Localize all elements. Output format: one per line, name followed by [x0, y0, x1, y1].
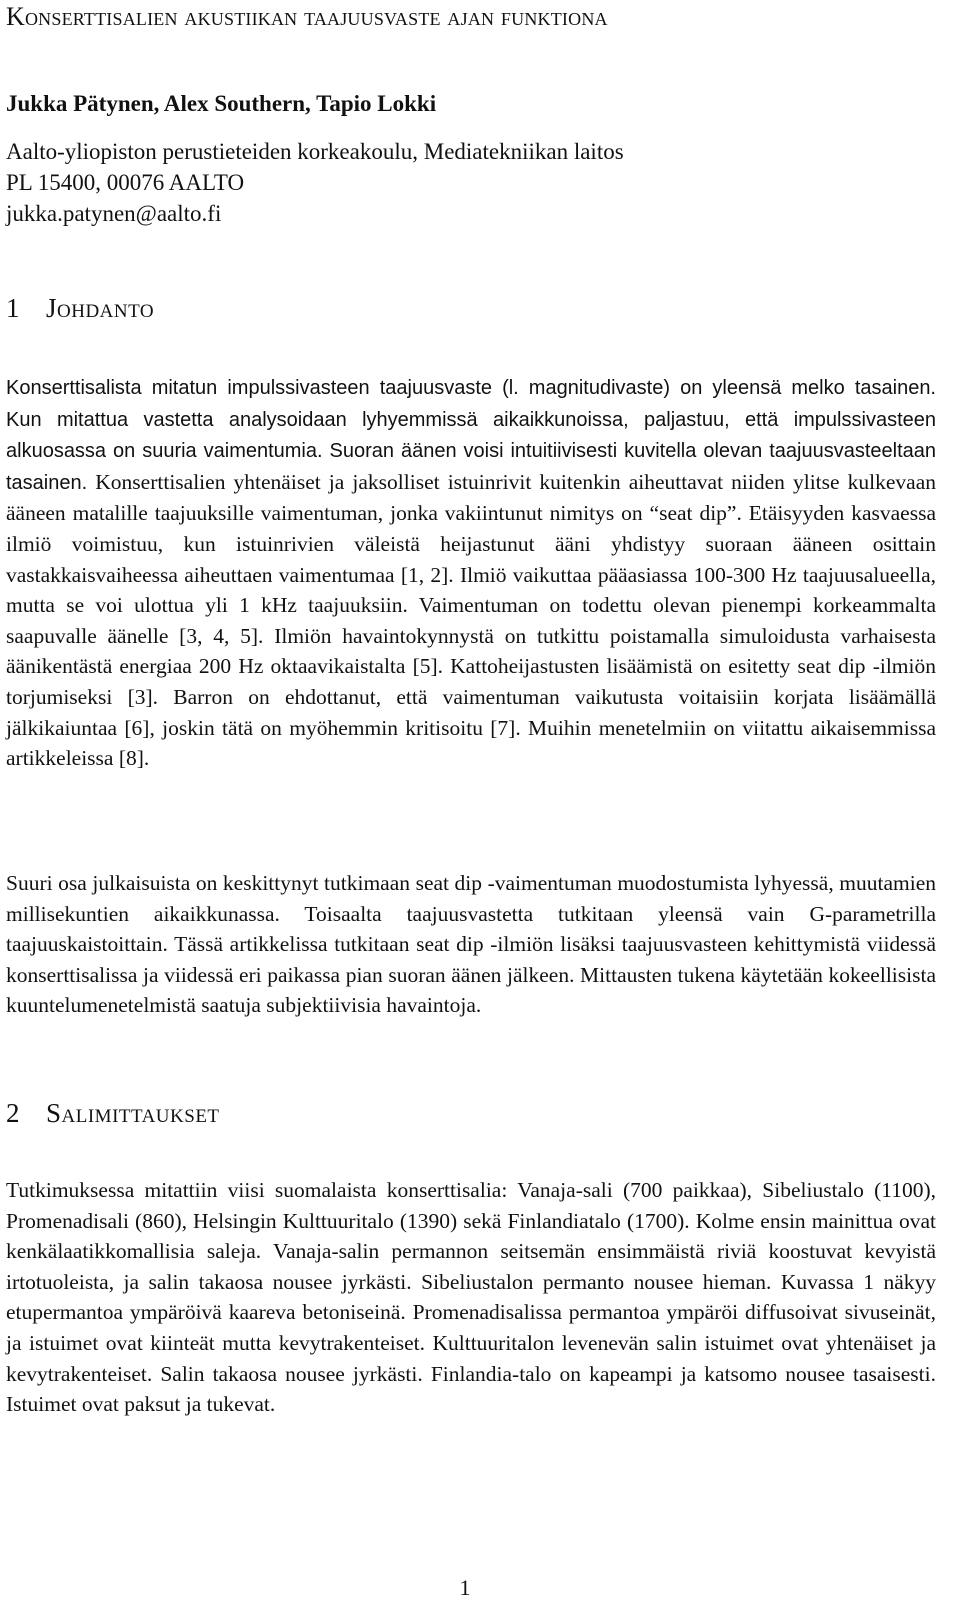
email-address[interactable]: jukka.patynen@aalto.fi: [6, 201, 222, 226]
section-heading-1: [6, 292, 154, 324]
section-title: Johdanto: [46, 293, 155, 323]
intro-serif-text: Konserttisalien yhtenäiset ja jaksolliset istuinrivit kuitenkin aiheuttavat niiden ylitse kulkevaan ääneen matalille taajuuksille vaimentuman, jonka vakiintunut nimitys on “seat dip”. Etäisyyden kasvaessa ilmiö voimistuu, kun istuinrivien väleistä heijastunut ääni yhdistyy suoraan ääneen osittain vastakkaisvaiheessa aiheuttaen vaimentumaa [1, 2]. Ilmiö vaikuttaa pääasiassa 100-300 Hz taajuusalueella, mutta se voi ulottua yli 1 kHz taajuuksiin. Vaimentuman on todettu olevan pienempi korkeammalta saapuvalle äänelle [3, 4, 5]. Ilmiön havaintokynnystä on tutkittu poistamalla simuloidusta varhaisesta äänikentästä energiaa 200 Hz oktaavikaistalta [5]. Kattoheijastusten lisäämistä on esitetty seat dip -ilmiön torjumiseksi [3]. Barron on ehdottanut, että vaimentuman vaikutusta voitaisiin korjata lisäämällä jälkikaiuntaa [6], joskin tätä on myöhemmin kritisoitu [7]. Muihin menetelmiin on viitattu aikaisemmissa artikkeleissa [8].: [6, 469, 937, 771]
intro-sans-sentence: Konserttisalista mitatun impulssivasteen taajuusvaste (l. magnitudivaste) on yleensä melko tasainen. Kun mitattua vastetta analysoidaan lyhyemmissä aikaikkunoissa, paljastuu, että impulssivasteen alkuosassa on suuria vaimentumia. Suoran äänen voisi intuitiivisesti kuvitella olevan taajuusvasteeltaan tasainen.: [6, 377, 936, 494]
section-title: Salimittaukset: [46, 1098, 220, 1128]
intro-paragraph-1: [6, 372, 936, 774]
section-number: 2: [6, 1098, 20, 1128]
section-heading-2: [6, 1097, 220, 1129]
paper-title: Konserttisalien akustiikan taajuusvaste ajan funktiona: [6, 2, 608, 31]
intro-paragraph-2: Suuri osa julkaisuista on keskittynyt tutkimaan seat dip -vaimentuman muodostumista lyhyessä, muutamien millisekuntien aikaikkunassa. Toisaalta taajuusvastetta tutkitaan yleensä vain G-parametrilla taajuuskaistoittain. Tässä artikkelissa tutkitaan seat dip -ilmiön lisäksi taajuusvasteen kehittymistä viidessä konserttisalissa ja viidessä eri paikassa pian suoran äänen jälkeen. Mittausten tukena käytetään kokeellisista kuuntelumenetelmistä saatuja subjektiivisia havaintoja.: [6, 871, 936, 1018]
postal-address: PL 15400, 00076 AALTO: [6, 170, 245, 195]
author-list: Jukka Pätynen, Alex Southern, Tapio Lokki: [6, 91, 437, 116]
measurements-paragraph: Tutkimuksessa mitattiin viisi suomalaista konserttisalia: Vanaja-sali (700 paikkaa), Sibeliustalo (1100), Promenadisali (860), Helsingin Kulttuuritalo (1390) sekä Finlandiatalo (1700). Kolme ensin mainittua ovat kenkälaatikkomallisia saleja. Vanaja-salin permannon seitsemän ensimmäistä riviä koostuvat kevyistä irtotuoleista, ja salin takaosa nousee jyrkästi. Sibeliustalon permanto nousee hieman. Kuvassa 1 näkyy etupermantoa ympäröivä kaareva betoniseinä. Promenadisalissa permantoa ympäröi diffusoivat sivuseinät, ja istuimet ovat kiinteät mutta kevytrakenteiset. Kulttuuritalon levenevän salin istuimet ovat yhtenäiset ja kevytrakenteiset. Salin takaosa nousee jyrkästi. Finlandia-talo on kapeampi ja katsomo nousee tasaisesti. Istuimet ovat paksut ja tukevat.: [6, 1178, 936, 1417]
page-number: 1: [459, 1575, 471, 1600]
section-number: 1: [6, 293, 20, 323]
affiliation: Aalto-yliopiston perustieteiden korkeakoulu, Mediatekniikan laitos: [6, 139, 624, 164]
